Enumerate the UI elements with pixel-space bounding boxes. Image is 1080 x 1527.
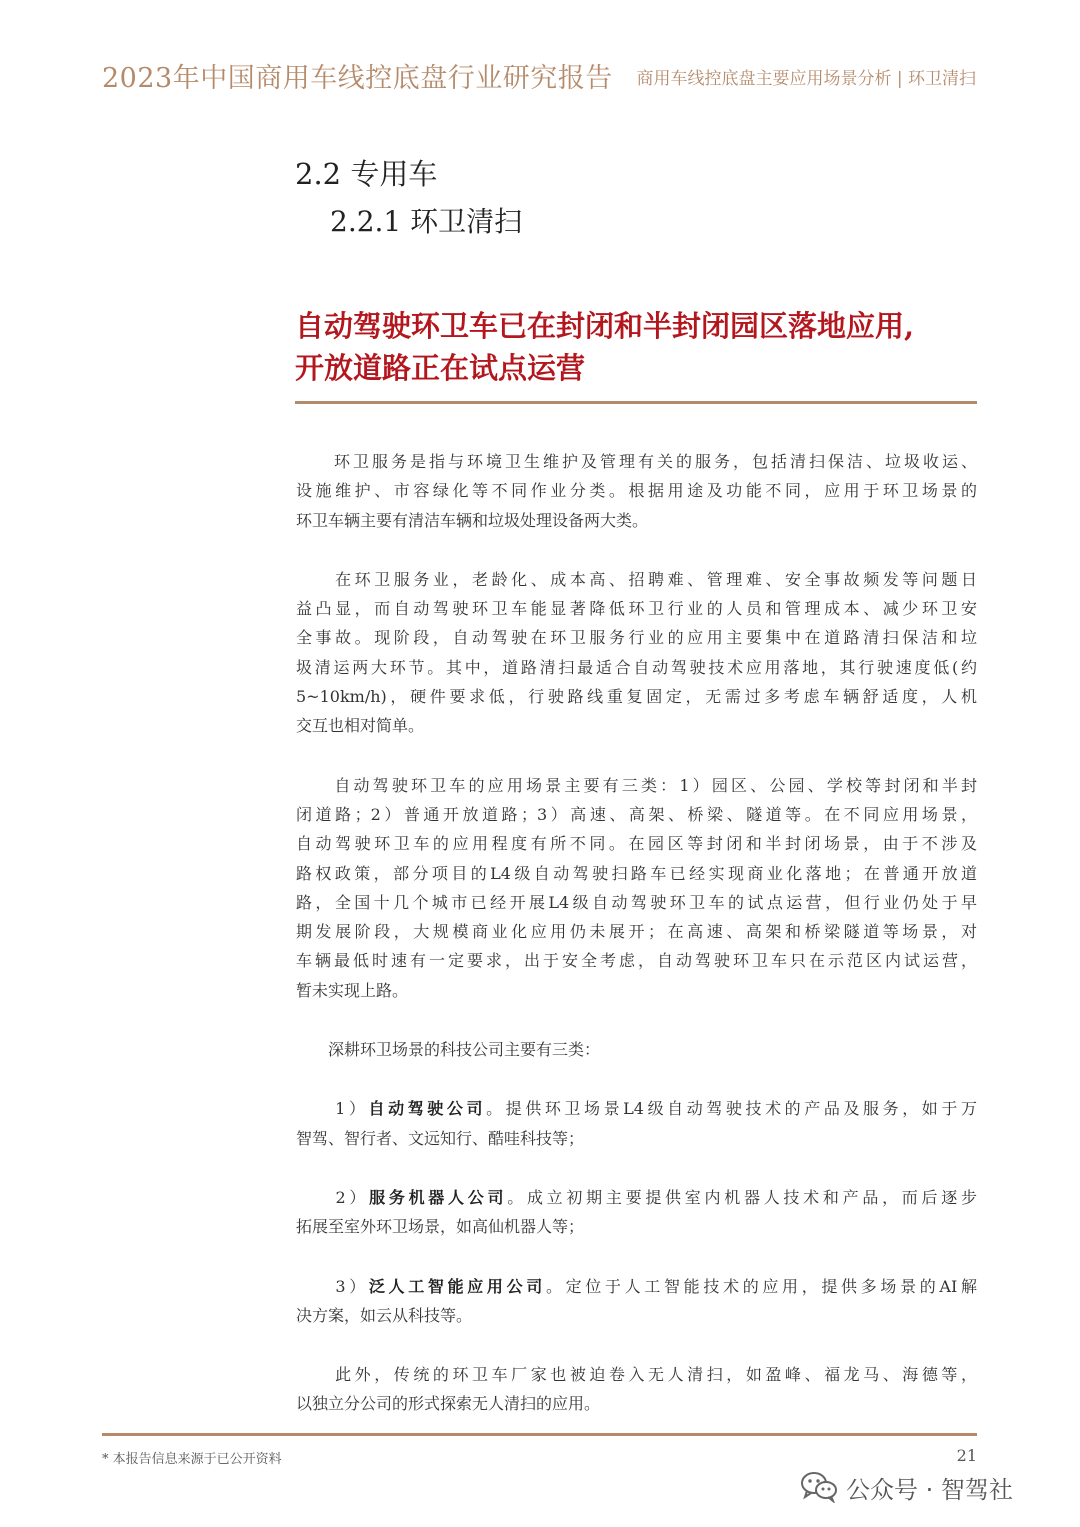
paragraph-line: 圾清运两大环节。其中，道路清扫最适合自动驾驶技术应用落地，其行驶速度低(约 <box>296 657 977 677</box>
source-footnote: * 本报告信息来源于已公开资料 <box>102 1452 282 1467</box>
section-path: 商用车线控底盘主要应用场景分析 | 环卫清扫 <box>636 69 976 89</box>
list-item-text: 拓展至室外环卫场景，如高仙机器人等； <box>296 1217 585 1237</box>
list-item-text: 。提供环卫场景L4级自动驾驶技术的产品及服务，如于万 <box>486 1099 977 1119</box>
paragraph-3 <box>296 771 977 1005</box>
list-item-number: 2） <box>296 1187 370 1207</box>
paragraph-line: 全事故。现阶段，自动驾驶在环卫服务行业的应用主要集中在道路清扫保洁和垃 <box>296 628 977 648</box>
headline-divider <box>295 401 977 404</box>
body-text <box>296 447 977 1419</box>
paragraph-line: 车辆最低时速有一定要求，出于安全考虑，自动驾驶环卫车只在示范区内试运营， <box>296 951 977 971</box>
paragraph-1 <box>296 447 977 535</box>
headline-line-2: 开放道路正在试点运营 <box>295 351 586 385</box>
list-item-3 <box>296 1272 977 1331</box>
section-title: 2.2 专用车 <box>295 157 438 191</box>
headline <box>295 305 985 389</box>
list-item-number: 3） <box>296 1276 369 1296</box>
paragraph-line: 5~10km/h)，硬件要求低，行驶路线重复固定，无需过多考虑车辆舒适度，人机 <box>296 687 977 707</box>
list-item-heading: 服务机器人公司 <box>369 1187 508 1207</box>
list-item-text: 智驾、智行者、文远知行、酷哇科技等； <box>296 1128 585 1148</box>
list-item-heading: 自动驾驶公司 <box>368 1099 487 1119</box>
paragraph-line: 设施维护、市容绿化等不同作业分类。根据用途及功能不同，应用于环卫场景的 <box>296 481 977 501</box>
paragraph-line: 环卫服务是指与环境卫生维护及管理有关的服务，包括清扫保洁、垃圾收运、 <box>296 452 977 471</box>
page-number: 21 <box>956 1446 977 1465</box>
list-item-1 <box>296 1094 977 1153</box>
wechat-label: 公众号 · 智驾社 <box>846 1475 1013 1504</box>
paragraph-line: 闭道路；2）普通开放道路；3）高速、高架、桥梁、隧道等。在不同应用场景， <box>296 804 977 824</box>
paragraph-line: 在环卫服务业，老龄化、成本高、招聘难、管理难、安全事故频发等问题日 <box>296 569 977 589</box>
paragraph-line: 路，全国十几个城市已经开展L4级自动驾驶环卫车的试点运营，但行业仍处于早 <box>296 892 977 912</box>
wechat-logo-icon <box>800 1471 838 1503</box>
paragraph-line: 此外，传统的环卫车厂家也被迫卷入无人清扫，如盈峰、福龙马、海德等， <box>296 1365 977 1385</box>
headline-line-1: 自动驾驶环卫车已在封闭和半封闭园区落地应用, <box>295 309 915 343</box>
list-item-text: 。定位于人工智能技术的应用，提供多场景的AI解 <box>545 1276 977 1296</box>
paragraph-2 <box>296 565 977 741</box>
paragraph-line: 自动驾驶环卫车的应用程度有所不同。在园区等封闭和半封闭场景，由于不涉及 <box>296 834 977 854</box>
list-item-number: 1） <box>296 1099 369 1119</box>
paragraph-line: 交互也相对简单。 <box>296 716 425 736</box>
paragraph-line: 环卫车辆主要有清洁车辆和垃圾处理设备两大类。 <box>296 510 649 530</box>
paragraph-line: 暂未实现上路。 <box>296 980 409 1000</box>
footer-divider <box>102 1433 977 1436</box>
paragraph-4: 深耕环卫场景的科技公司主要有三类： <box>296 1040 601 1060</box>
paragraph-line: 益凸显，而自动驾驶环卫车能显著降低环卫行业的人员和管理成本、减少环卫安 <box>296 599 977 619</box>
paragraph-5 <box>296 1360 977 1419</box>
list-item-2 <box>296 1183 977 1242</box>
wechat-watermark <box>800 1467 1013 1507</box>
paragraph-line: 自动驾驶环卫车的应用场景主要有三类：1）园区、公园、学校等封闭和半封 <box>296 775 977 795</box>
paragraph-line: 期发展阶段，大规模商业化应用仍未展开；在高速、高架和桥梁隧道等场景，对 <box>296 922 977 942</box>
list-item-heading: 泛人工智能应用公司 <box>368 1276 546 1296</box>
subsection-title: 2.2.1 环卫清扫 <box>330 205 523 238</box>
paragraph-line: 路权政策，部分项目的L4级自动驾驶扫路车已经实现商业化落地；在普通开放道 <box>296 863 977 883</box>
report-title: 2023年中国商用车线控底盘行业研究报告 <box>102 63 613 94</box>
list-item-text: 。成立初期主要提供室内机器人技术和产品，而后逐步 <box>507 1187 977 1207</box>
list-item-text: 决方案，如云从科技等。 <box>296 1305 473 1325</box>
paragraph-line: 以独立分公司的形式探索无人清扫的应用。 <box>296 1394 601 1414</box>
